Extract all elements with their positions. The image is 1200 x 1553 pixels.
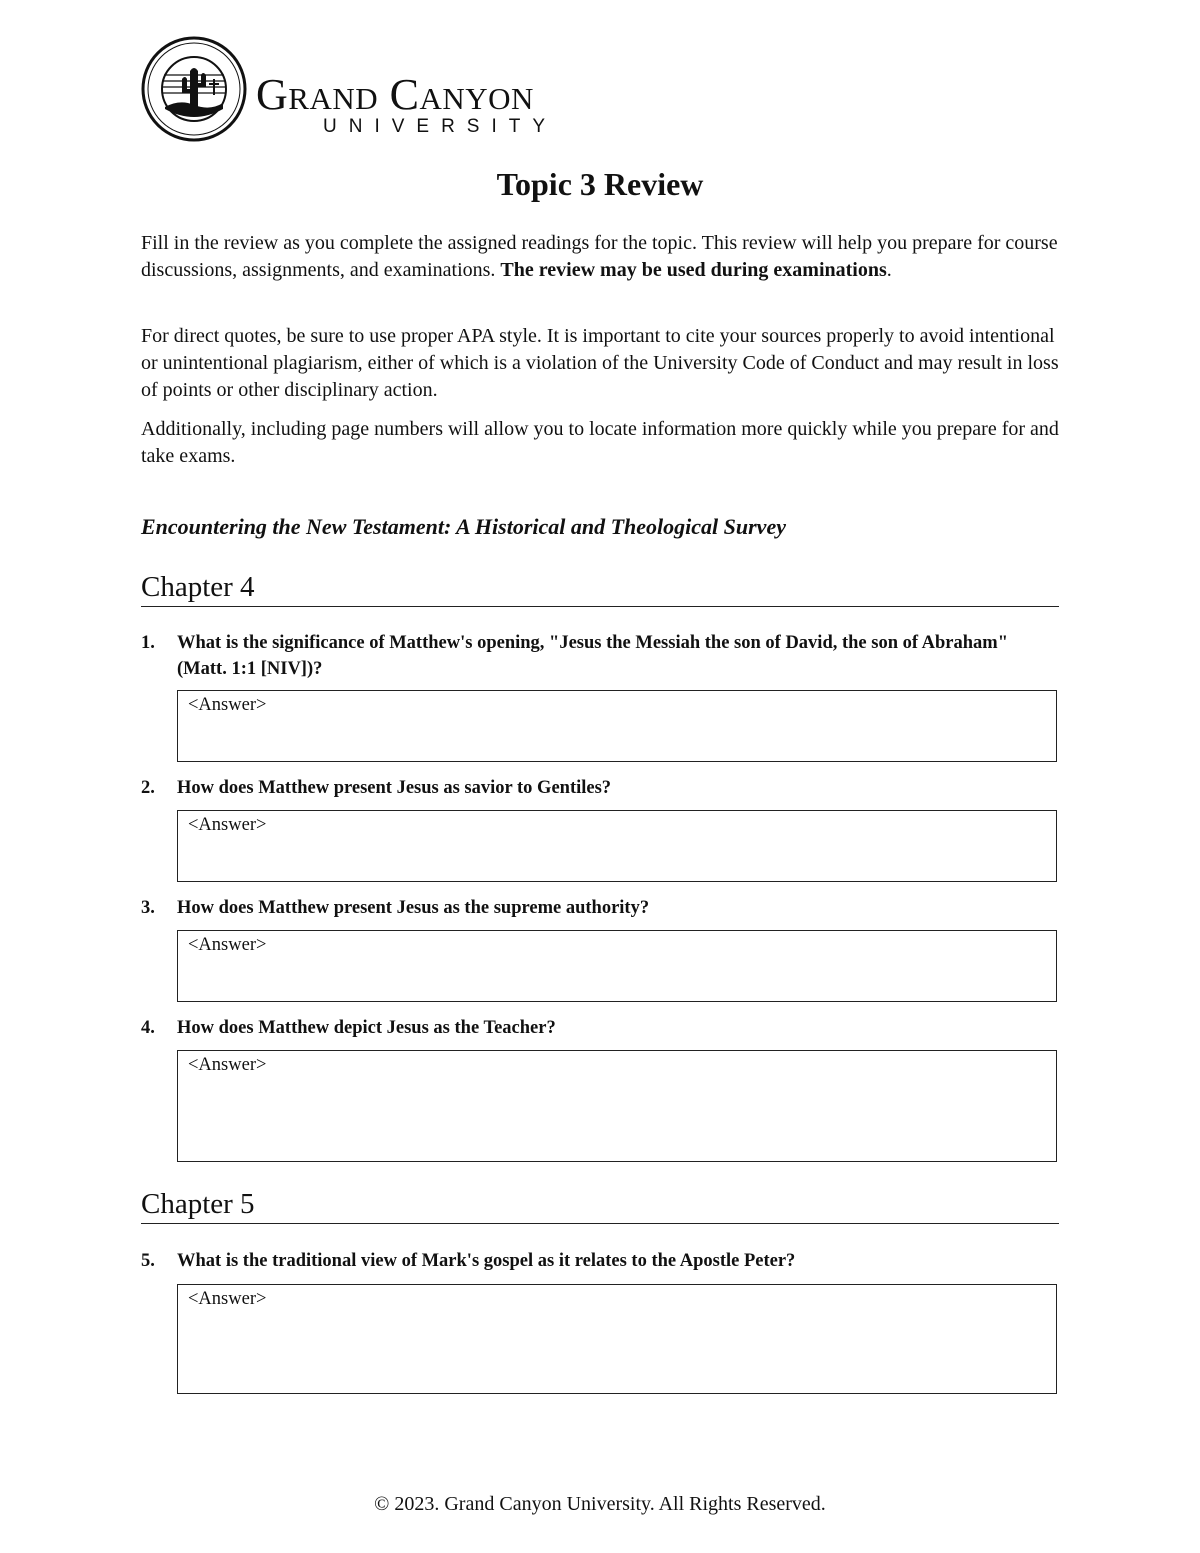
- question-text: How does Matthew present Jesus as the supreme authority?: [177, 898, 650, 918]
- answer-box[interactable]: <Answer>: [177, 1284, 1057, 1394]
- wordmark-university: UNIVERSITY: [323, 116, 558, 137]
- chapter-heading: Chapter 5: [141, 1190, 1059, 1224]
- question-text: What is the significance of Matthew's opening, "Jesus the Messiah the son of David, the son of Abraham" (Matt. 1:1 [NIV])?: [177, 633, 1008, 679]
- wordmark-grand-canyon: [256, 70, 534, 119]
- question-text: How does Matthew present Jesus as savior to Gentiles?: [177, 778, 612, 798]
- question-number: 2.: [141, 778, 155, 798]
- chapter-heading: Chapter 4: [141, 573, 1059, 607]
- wordmark-line1: Grand Canyon: [256, 70, 534, 119]
- university-seal-icon: [140, 35, 248, 143]
- intro-p1-text: Fill in the review as you complete the assigned readings for the topic. This review will help you prepare for course discussions, assignments, and examinations.: [141, 232, 1058, 281]
- question-number: 3.: [141, 898, 155, 918]
- intro-p1-end: .: [886, 259, 892, 281]
- answer-box[interactable]: <Answer>: [177, 690, 1057, 762]
- question-text: How does Matthew depict Jesus as the Teacher?: [177, 1018, 556, 1038]
- question-item: [141, 1015, 1059, 1041]
- question-number: 4.: [141, 1018, 155, 1038]
- university-logo: [140, 35, 620, 145]
- question-item: [141, 630, 1059, 682]
- answer-box[interactable]: <Answer>: [177, 1050, 1057, 1162]
- page-title: Topic 3 Review: [496, 166, 704, 202]
- intro-paragraph-1: [141, 230, 1066, 284]
- copyright-footer: © 2023. Grand Canyon University. All Rights Reserved.: [374, 1493, 826, 1515]
- question-item: [141, 775, 1059, 801]
- intro-paragraph-2: For direct quotes, be sure to use proper APA style. It is important to cite your sources properly to avoid intentional or unintentional plagiarism, either of which is a violation of the University Code of Conduct and may result in loss of points or other disciplinary action.: [141, 325, 1059, 401]
- question-text: What is the traditional view of Mark's gospel as it relates to the Apostle Peter?: [177, 1251, 796, 1271]
- question-item: [141, 1248, 1059, 1274]
- answer-box[interactable]: <Answer>: [177, 810, 1057, 882]
- intro-p1-bold: The review may be used during examinations: [500, 259, 887, 281]
- answer-box[interactable]: <Answer>: [177, 930, 1057, 1002]
- question-number: 5.: [141, 1251, 155, 1271]
- question-item: [141, 895, 1059, 921]
- book-title: Encountering the New Testament: A Historical and Theological Survey: [141, 514, 786, 539]
- question-number: 1.: [141, 633, 155, 653]
- intro-paragraph-3: Additionally, including page numbers will allow you to locate information more quickly while you prepare for and take exams.: [141, 418, 1059, 467]
